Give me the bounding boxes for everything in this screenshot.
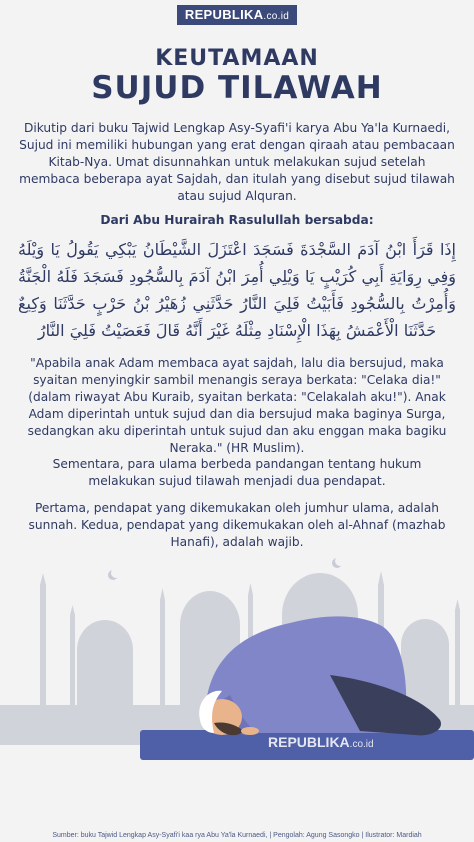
page-title: SUJUD TILAWAH — [91, 70, 383, 106]
hadith-translation: "Apabila anak Adam membaca ayat sajdah, lalu dia bersujud, maka syaitan menyingkir sambil menangis seraya berkata: "Celaka dia!" (dalam riwayat Abu Kuraib, syaitan berkata: "Celakalah aku!"). Anak Adam diperintah untuk sujud dan dia bersujud maka baginya Surga, sedangkan aku diperintah untuk sujud dan aku enggan maka bagiku Neraka." (HR Muslim). — [27, 356, 447, 455]
credits-footer: Sumber: buku Tajwid Lengkap Asy-Syafi'i kaa rya Abu Ya'la Kurnaedi, | Pengolah: Agung Sasongko | Ilustrator: Mardiah — [52, 832, 422, 839]
sujud-illustration — [0, 555, 474, 830]
intro-paragraph: Dikutip dari buku Tajwid Lengkap Asy-Syafi'i karya Abu Ya'la Kurnaedi, Sujud ini memiliki hubungan yang erat dengan qiraah atau pembacaan Kitab-Nya. Umat disunnahkan untuk melakukan sujud setelah membaca beberapa ayat Sajdah, dan itulah yang disebut sujud tilawah atau sujud Alquran. — [19, 121, 455, 203]
watermark-logo: REPUBLIKA.co.id — [268, 734, 374, 750]
paragraph-rulings: Pertama, pendapat yang dikemukakan oleh jumhur ulama, adalah sunnah. Kedua, pendapat yang dikemukakan oleh al-Ahnaf (mazhab Hanafi), adalah wajib. — [28, 501, 446, 549]
arabic-hadith-text: إِذَا قَرَأَ ابْنُ آدَمَ السَّجْدَةَ فَسَجَدَ اعْتَزَلَ الشَّيْطَانُ يَبْكِي يَقُولُ يَا وَيْلَهُ وَفِي رِوَايَةِ أَبِي كُرَيْبٍ يَا وَيْلِي أُمِرَ ابْنُ آدَمَ بِالسُّجُودِ فَسَجَدَ فَلَهُ الْجَنَّةُ وَأُمِرْتُ بِالسُّجُودِ فَأَبَيْتُ فَلِيَ النَّارُ حَدَّثَنِي زُهَيْرُ بْنُ حَرْبٍ حَدَّثَنَا وَكِيعٌ حَدَّثَنَا الْأَعْمَشُ بِهَذَا الْإِسْنَادِ مِثْلَهُ غَيْرَ أَنَّهُ قَالَ فَعَصَيْتُ فَلِيَ النَّارُ — [18, 240, 456, 340]
brand-logo[interactable]: REPUBLIKA.co.id — [177, 5, 297, 25]
paragraph-opinions: Sementara, para ulama berbeda pandangan tentang hukum melakukan sujud tilawah menjadi dua pendapat. — [52, 457, 422, 488]
brand-header — [0, 4, 474, 25]
hadith-intro: Dari Abu Hurairah Rasulullah bersabda: — [100, 213, 374, 227]
title-line1: KEUTAMAAN — [155, 46, 319, 71]
